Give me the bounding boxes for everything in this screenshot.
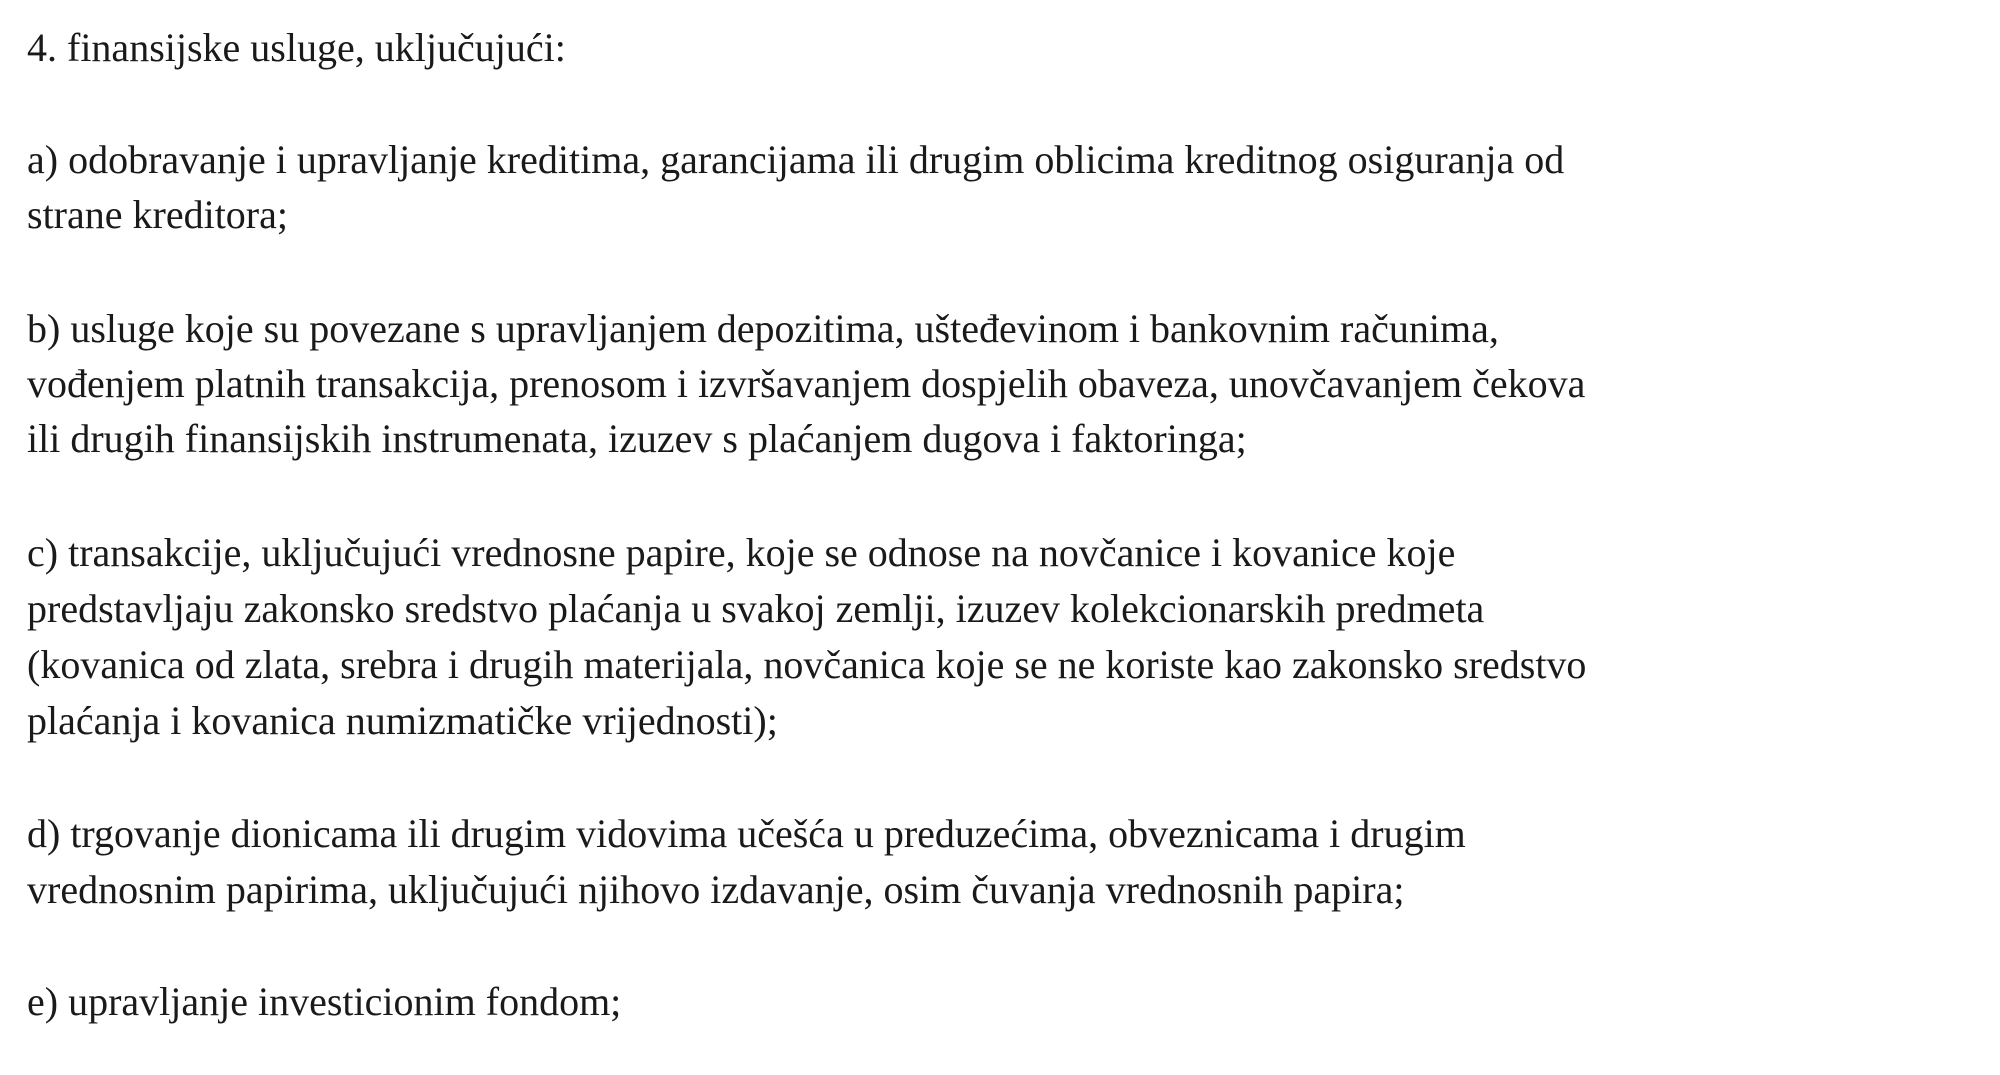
document-page [27,0,1977,1075]
paragraph-line: a) odobravanje i upravljanje kreditima, garancijama ili drugim oblicima kreditnog osiguranja od [27,137,1565,182]
paragraph-line: (kovanica od zlata, srebra i drugih materijala, novčanica koje se ne koriste kao zakonsko sredstvo [27,642,1587,687]
paragraph-line: vrednosnim papirima, uključujući njihovo izdavanje, osim čuvanja vrednosnih papira; [27,867,1405,912]
paragraph-line: c) transakcije, uključujući vrednosne papire, koje se odnose na novčanice i kovanice koje [27,530,1456,575]
paragraph-line: plaćanja i kovanica numizmatičke vrijednosti); [27,698,778,743]
paragraph-line: ili drugih finansijskih instrumenata, izuzev s plaćanjem dugova i faktoringa; [27,416,1247,461]
paragraph-line: e) upravljanje investicionim fondom; [27,979,622,1024]
paragraph-line: vođenjem platnih transakcija, prenosom i izvršavanjem dospjelih obaveza, unovčavanjem čekova [27,361,1586,406]
paragraph-line: strane kreditora; [27,192,288,237]
paragraph-line: predstavljaju zakonsko sredstvo plaćanja u svakoj zemlji, izuzev kolekcionarskih predmeta [27,586,1485,631]
section-heading: 4. finansijske usluge, uključujući: [27,25,566,70]
paragraph-line: d) trgovanje dionicama ili drugim vidovima učešća u preduzećima, obveznicama i drugim [27,811,1466,856]
paragraph-line: b) usluge koje su povezane s upravljanjem depozitima, ušteđevinom i bankovnim računima, [27,306,1499,351]
